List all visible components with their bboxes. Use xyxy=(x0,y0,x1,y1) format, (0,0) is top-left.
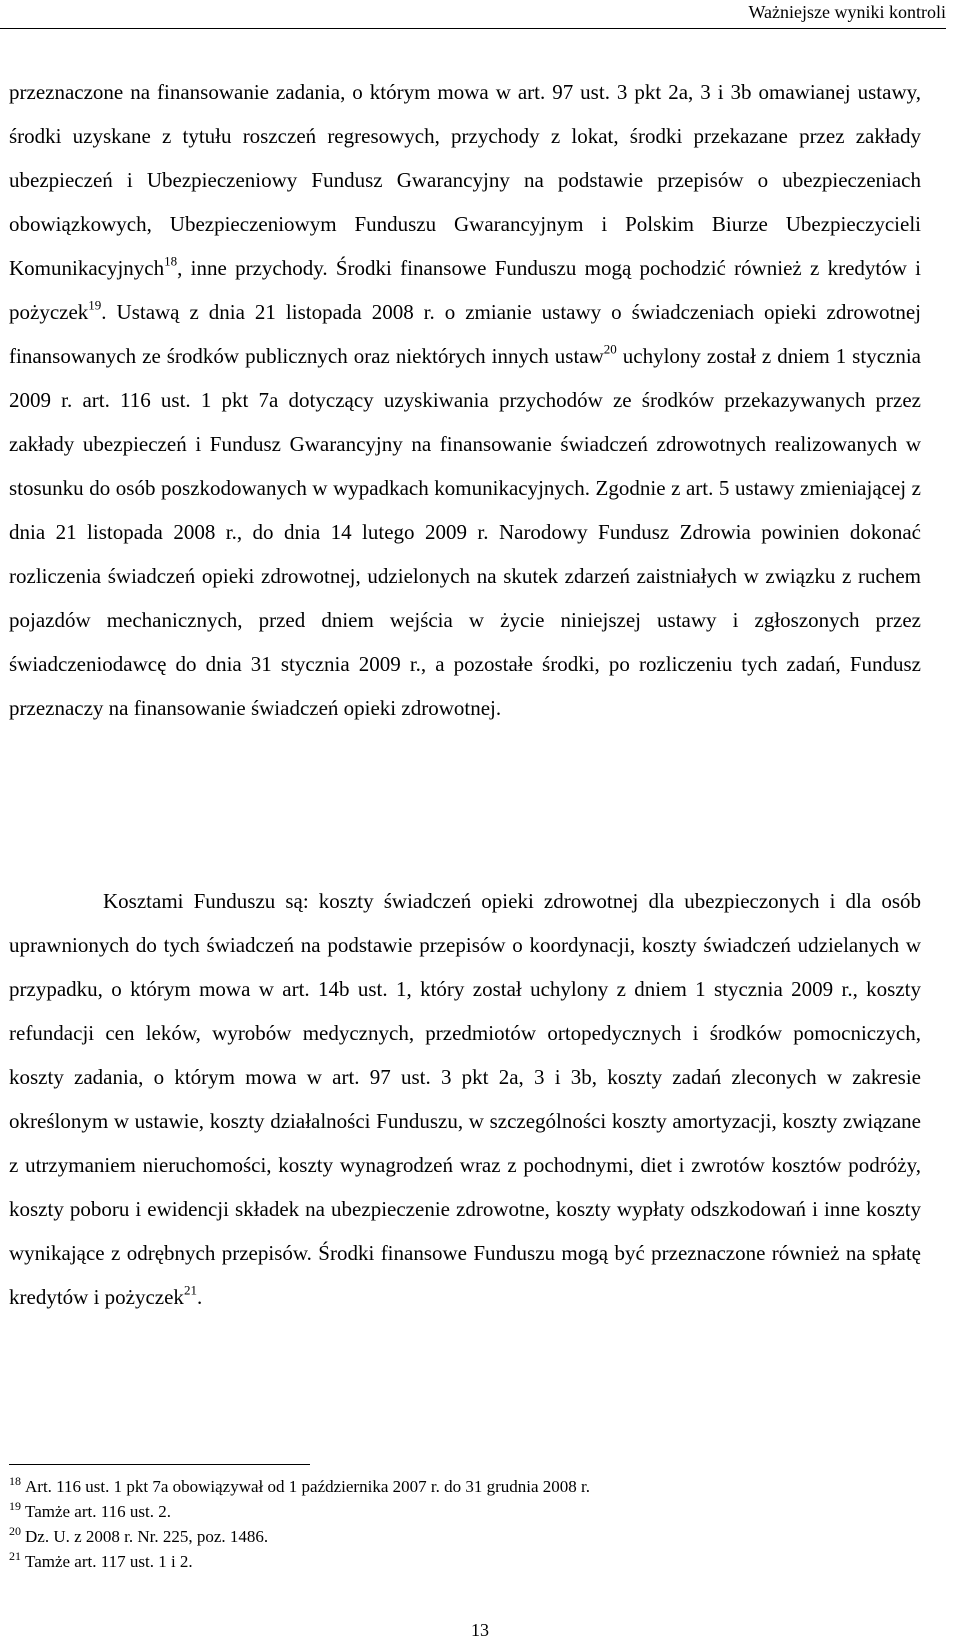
footnotes xyxy=(9,1474,909,1574)
footnote-20 xyxy=(9,1524,909,1549)
footnote-number: 18 xyxy=(9,1473,21,1488)
footnote-separator xyxy=(9,1464,310,1465)
footnote-number: 21 xyxy=(9,1548,21,1563)
paragraph-text: . Ustawą z dnia 21 listopada 2008 r. o zmianie ustawy o świadczeniach opieki zdrowotnej finansowanych ze środków publicznych oraz niektórych innych ustaw xyxy=(9,300,921,368)
running-header xyxy=(0,0,946,29)
footnote-ref-19[interactable]: 19 xyxy=(88,297,102,313)
page-number: 13 xyxy=(471,1620,489,1640)
footnote-19 xyxy=(9,1499,909,1524)
footnote-18 xyxy=(9,1474,909,1499)
body-paragraph-2 xyxy=(9,879,921,1319)
footnote-text: Tamże art. 117 ust. 1 i 2. xyxy=(25,1552,193,1571)
running-title: Ważniejsze wyniki kontroli xyxy=(748,2,946,22)
footnote-number: 19 xyxy=(9,1498,21,1513)
body-paragraph-1 xyxy=(9,70,921,730)
paragraph-text: , inne przychody. Środki finansowe Funduszu mogą pochodzić również z kredytów i pożyczek xyxy=(9,256,921,324)
footnote-ref-21[interactable]: 21 xyxy=(183,1282,197,1298)
footnote-ref-18[interactable]: 18 xyxy=(164,253,178,269)
footnote-text: Tamże art. 116 ust. 2. xyxy=(25,1502,171,1521)
footnote-text: Dz. U. z 2008 r. Nr. 225, poz. 1486. xyxy=(25,1527,269,1546)
footnote-ref-20[interactable]: 20 xyxy=(603,341,617,357)
paragraph-text: uchylony został z dniem 1 stycznia 2009 r. art. 116 ust. 1 pkt 7a dotyczący uzyskiwania przychodów ze środków przekazywanych przez zakłady ubezpieczeń i Fundusz Gwarancyjny na finansowanie świadczeń zdrowotnych realizowanych w stosunku do osób poszkodowanych w wypadkach komunikacyjnych. Zgodnie z art. 5 ustawy zmieniającej z dnia 21 listopada 2008 r., do dnia 14 lutego 2009 r. Narodowy Fundusz Zdrowia powinien dokonać rozliczenia świadczeń opieki zdrowotnej, udzielonych na skutek zdarzeń zaistniałych w związku z ruchem pojazdów mechanicznych, przed dniem wejścia w życie niniejszej ustawy i zgłoszonych przez świadczeniodawcę do dnia 31 stycznia 2009 r., a pozostałe środki, po rozliczeniu tych zadań, Fundusz przeznaczy na finansowanie świadczeń opieki zdrowotnej. xyxy=(9,344,921,720)
paragraph-text: . xyxy=(196,1285,203,1309)
paragraph-text: przeznaczone na finansowanie zadania, o którym mowa w art. 97 ust. 3 pkt 2a, 3 i 3b omawianej ustawy, środki uzyskane z tytułu roszczeń regresowych, przychody z lokat, środki przekazane przez zakłady ubezpieczeń i Ubezpieczeniowy Fundusz Gwarancyjny na podstawie przepisów o ubezpieczeniach obowiązkowych, Ubezpieczeniowym Funduszu Gwarancyjnym i Polskim Biurze Ubezpieczycieli Komunikacyjnych xyxy=(9,80,921,280)
footnote-21 xyxy=(9,1549,909,1574)
footnote-text: Art. 116 ust. 1 pkt 7a obowiązywał od 1 października 2007 r. do 31 grudnia 2008 r. xyxy=(25,1477,590,1496)
paragraph-text: Kosztami Funduszu są: koszty świadczeń opieki zdrowotnej dla ubezpieczonych i dla osób uprawnionych do tych świadczeń na podstawie przepisów o koordynacji, koszty świadczeń udzielanych w przypadku, o którym mowa w art. 14b ust. 1, który został uchylony z dniem 1 stycznia 2009 r., koszty refundacji cen leków, wyrobów medycznych, przedmiotów ortopedycznych i środków pomocniczych, koszty zadania, o którym mowa w art. 97 ust. 3 pkt 2a, 3 i 3b, koszty zadań zleconych w zakresie określonym w ustawie, koszty działalności Funduszu, w szczególności koszty amortyzacji, koszty związane z utrzymaniem nieruchomości, koszty wynagrodzeń wraz z pochodnymi, diet i zwrotów kosztów podróży, koszty poboru i ewidencji składek na ubezpieczenie zdrowotne, koszty wypłaty odszkodowań i inne koszty wynikające z odrębnych przepisów. Środki finansowe Funduszu mogą być przeznaczone również na spłatę kredytów i pożyczek xyxy=(9,889,921,1309)
footnote-number: 20 xyxy=(9,1523,21,1538)
